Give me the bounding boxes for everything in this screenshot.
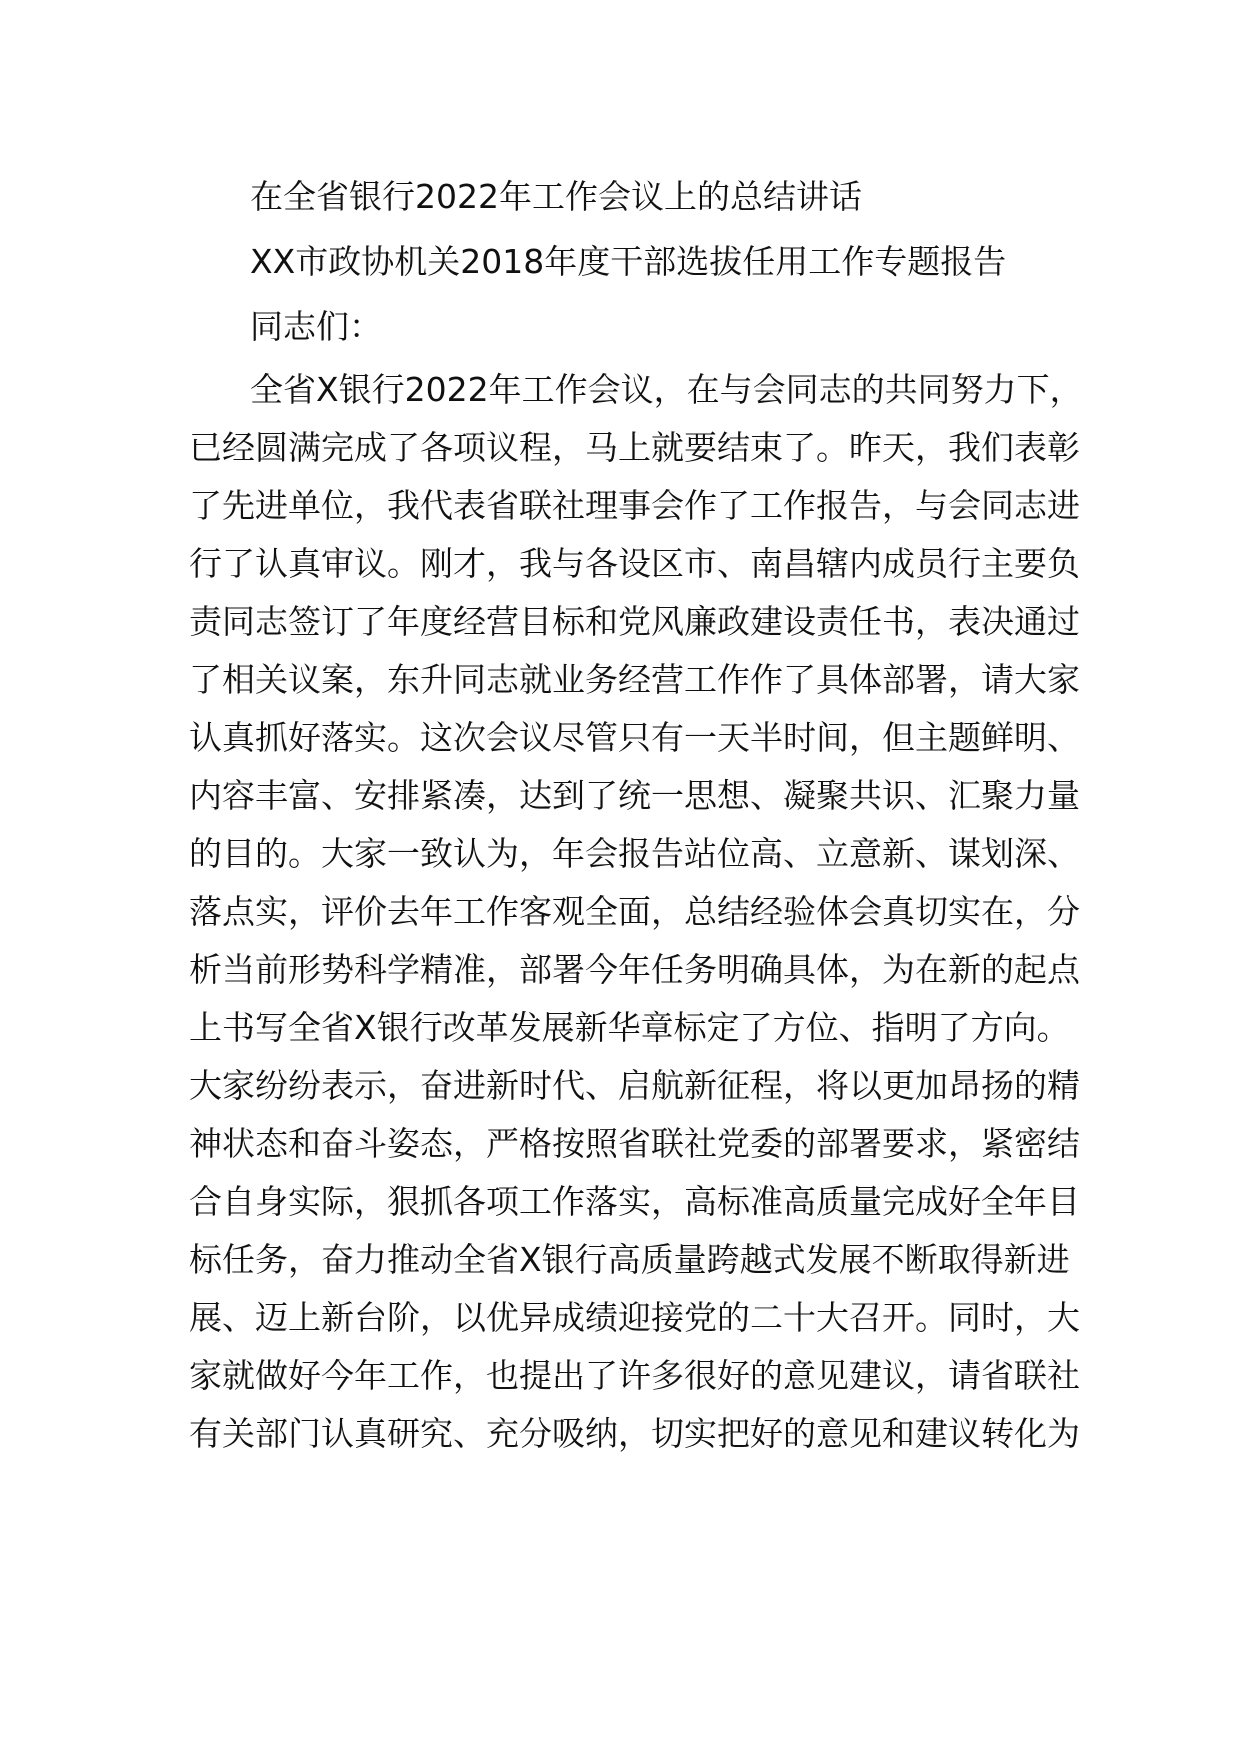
paragraph-line: 了先进单位，我代表省联社理事会作了工作报告，与会同志进: [189, 486, 1080, 525]
paragraph-line: 责同志签订了年度经营目标和党风廉政建设责任书，表决通过: [189, 602, 1080, 641]
paragraph-line: 已经圆满完成了各项议程，马上就要结束了。昨天，我们表彰: [189, 428, 1080, 467]
paragraph-line: 的目的。大家一致认为，年会报告站位高、立意新、谋划深、: [189, 834, 1080, 873]
paragraph-line: 析当前形势科学精准，部署今年任务明确具体，为在新的起点: [189, 950, 1080, 989]
paragraph-line: 内容丰富、安排紧凑，达到了统一思想、凝聚共识、汇聚力量: [189, 776, 1080, 815]
paragraph-line: 了相关议案，东升同志就业务经营工作作了具体部署，请大家: [189, 660, 1080, 699]
salutation: 同志们：: [250, 307, 382, 346]
paragraph-line: 有关部门认真研究、充分吸纳，切实把好的意见和建议转化为: [189, 1414, 1080, 1453]
paragraph-line: 行了认真审议。刚才，我与各设区市、南昌辖内成员行主要负: [189, 544, 1080, 583]
document-subtitle: XX市政协机关2018年度干部选拔任用工作专题报告: [250, 242, 1007, 281]
paragraph-line: 上书写全省X银行改革发展新华章标定了方位、指明了方向。: [189, 1008, 1070, 1047]
paragraph-line: 家就做好今年工作，也提出了许多很好的意见建议，请省联社: [189, 1356, 1080, 1395]
paragraph-line: 大家纷纷表示，奋进新时代、启航新征程，将以更加昂扬的精: [189, 1066, 1080, 1105]
paragraph-line: 合自身实际，狠抓各项工作落实，高标准高质量完成好全年目: [189, 1182, 1080, 1221]
paragraph-line: 全省X银行2022年工作会议，在与会同志的共同努力下，: [250, 370, 1083, 409]
paragraph-line: 落点实，评价去年工作客观全面，总结经验体会真切实在，分: [189, 892, 1080, 931]
paragraph-line: 标任务，奋力推动全省X银行高质量跨越式发展不断取得新进: [189, 1240, 1070, 1279]
document-title: 在全省银行2022年工作会议上的总结讲话: [250, 177, 862, 216]
paragraph-line: 神状态和奋斗姿态，严格按照省联社党委的部署要求，紧密结: [189, 1124, 1080, 1163]
paragraph-line: 认真抓好落实。这次会议尽管只有一天半时间，但主题鲜明、: [189, 718, 1080, 757]
paragraph-line: 展、迈上新台阶，以优异成绩迎接党的二十大召开。同时，大: [189, 1298, 1080, 1337]
